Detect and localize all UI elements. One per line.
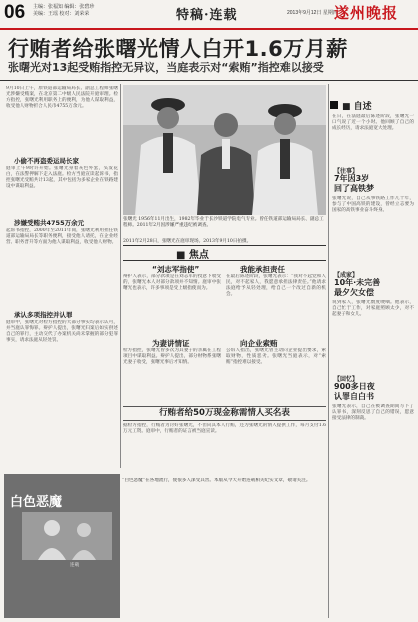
feature-figure-icon	[22, 512, 112, 560]
bottom-banner-text: 据检方指控，行贿者为讨好张曙光，不但向其本人行贿，还为张曙光的情人提供工作，每月支付1.6万元工资。庭审中，行贿者的证言被当庭宣读。	[123, 423, 326, 434]
deck-title: ■ 焦点	[176, 250, 209, 261]
feature-caption: 连载	[70, 563, 80, 568]
subheadline: 张曙光对13起受贿指控无异议，当庭表示对“索贿”指控难以接受	[8, 61, 324, 74]
square-bullet-icon	[330, 101, 338, 109]
section-3-text: 庭审中，张曙光对检方指控的大部分事实均表示认可，并当庭认罪悔罪。辩护人提出，张曙光归案后如实供述自己的罪行，主动交代了办案机关尚未掌握的部分犯罪事实，请求法庭从轻处罚。	[6, 320, 118, 343]
sidebar-kicker-1: 【往事】	[334, 168, 359, 175]
subheading-1: 小偷不再盗委运局长家	[14, 157, 79, 165]
section-1-text: 庭审上午9时许开始。张曙光身着灰色外套，头发花白，在法警押解下走入法庭。检方当庭宣读起诉书，指控张曙光受贿共计13起，其中包括为多家企业在铁路建设中谋取利益。	[6, 166, 118, 189]
sidebar-text-1: 张曙光说，自己从事铁路工作几十年，参与了中国高铁的建设，曾经立志要为国家的高铁事业奋斗终身。	[332, 196, 414, 213]
feature-text: “白色恶魔”在各地流行，使很多人深受其害。本版从今天开始连载相关纪实文章，敬请关注。	[122, 478, 311, 483]
quote-heading-1: “刘志军指使”	[152, 265, 200, 274]
sidebar-heading-2: 10年·未完善	[334, 278, 381, 287]
masthead-rule	[0, 28, 418, 30]
court-photo	[123, 85, 326, 215]
masthead	[0, 0, 418, 28]
deck-bar	[123, 245, 326, 261]
sidebar-heading-1b: 回了高铁梦	[334, 184, 374, 193]
subheading-3: 承认多项指控并认罪	[14, 311, 73, 319]
column-divider-left	[120, 84, 121, 468]
headline: 行贿者给张曙光情人白开1.6万月薪	[8, 37, 348, 61]
section-title: 特稿·连载	[176, 8, 238, 23]
sidebar-heading-3b: 认罪自白书	[334, 392, 374, 401]
photo-caption: 张曙光 1956年11月出生，1982年毕业于长沙铁道学院电气专业。曾任铁道部运输局局长、副总工程师。2011年2月因涉嫌严重违纪被调查。	[123, 217, 324, 228]
column-divider-right	[328, 84, 329, 618]
masthead-meta	[33, 4, 94, 18]
quote-text-1: 辩护人表示，部分款项是在刘志军的授意下收受的，张曙光本人对部分款项并不知情。庭审中张曙光也表示，许多事项是受上级指使而为。	[123, 274, 221, 291]
sidebar-kicker-3: 【回忆】	[334, 376, 359, 383]
subheading-2: 涉嫌受贿共4755万余元	[14, 219, 85, 227]
sidebar-heading-2b: 最夕欠女偿	[334, 288, 374, 297]
headline-rule	[0, 80, 418, 81]
court-photo-illustration	[123, 85, 326, 215]
designer-line: 美编：王瑶 校对：刘荣荣	[33, 11, 90, 17]
quote-heading-4: 向企业索贿	[240, 339, 278, 348]
sidebar-text-2: 说到家人，张曙光数度哽咽。他表示，自己忙于工作，对家庭照顾太少，对不起妻子和女儿。	[332, 300, 414, 317]
sidebar-title: ■ 自述	[342, 102, 372, 112]
sidebar-kicker-2: 【成家】	[334, 272, 359, 279]
editor-line: 主编：张福知 编辑：张碧珍	[33, 4, 95, 10]
photo-credit: 2011年2月28日，张曙光在庭审现场。2013年9月10日拍摄。	[123, 239, 252, 244]
quote-text-2: 在最后陈述阶段，张曙光表示：“我对不起党和人民，对不起家人，我愿意承担法律责任。”他请求法庭给予从轻处理，给自己一个改过自新的机会。	[226, 274, 326, 297]
quote-text-4: 公诉人指出，张曙光曾主动向企业提出要求，索取财物，性质恶劣。张曙光当庭表示，对“索贿”指控难以接受。	[226, 348, 326, 365]
sidebar-heading-1: 7年因3岁	[334, 174, 370, 183]
sidebar-heading-3: 900多日夜	[334, 382, 375, 391]
bottom-banner-title: 行贿者给50万现金称需情人买名表	[123, 406, 326, 421]
section-2-text: 起诉书指控，2000年至2011年间，张曙光利用担任铁道部运输局局长等职务便利，接受他人请托，在企业经营、职务晋升等方面为他人谋取利益，收受他人财物。	[6, 228, 118, 245]
quote-heading-2: 我能承担责任	[240, 265, 285, 274]
quote-heading-3: 为妻讲情证	[152, 339, 190, 348]
feature-illustration	[22, 512, 112, 560]
intro-text: 9月10日上午，原铁道部运输局局长、副总工程师张曙光涉嫌受贿案，在北京第二中级人民法院开庭审理。检方指控，张曙光利用职务上的便利，为他人谋取利益，收受他人财物折合人民币4755万余元。	[6, 86, 118, 109]
sidebar-intro: 在日，在法庭最后陈述阶段，张曙光一口气说了近一个小时。他回顾了自己的成长经历，请求法庭宽大处理。	[332, 114, 414, 131]
feature-title: 白色恶魔	[10, 495, 63, 510]
issue-date: 2013年9月12日 星期四	[287, 10, 338, 16]
sidebar-text-3: 张曙光表示，自己在被调查期间写下了认罪书，深刻反思了自己的错误，愿意接受法律的制裁。	[332, 404, 414, 421]
quote-text-3: 检方指控，张曙光曾多次为其妻子的亲属在工程项目中谋取利益。辩护人提出，部分财物系张曙光妻子收受，张曙光事后才知情。	[123, 348, 221, 365]
page-number: 06	[4, 2, 26, 23]
newspaper-logo: 遂州晚报	[334, 4, 399, 22]
